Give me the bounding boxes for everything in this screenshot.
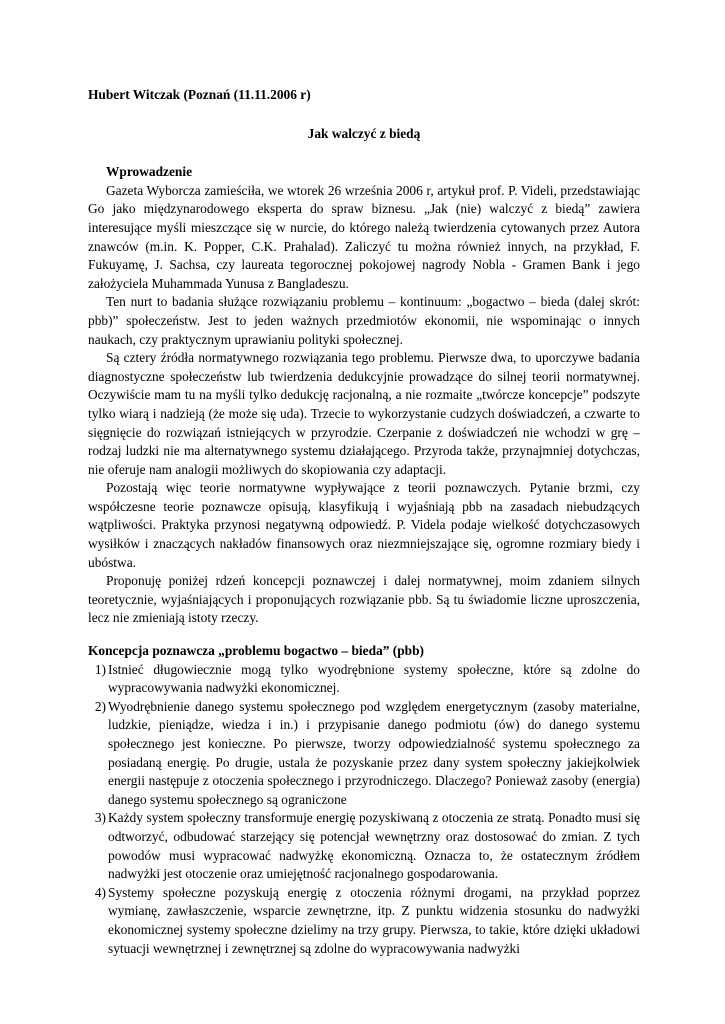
- intro-paragraph: Pozostają więc teorie normatywne wypływające z teorii poznawczych. Pytanie brzmi, czy współczesne teorie poznawcze opisują, klasyfikują i wyjaśniają pbb na zasadach niebudzących wątpliwości. Praktyka przynosi negatywną odpowiedź. P. Videla podaje wielkość dotychczasowych wysiłków i znaczących nakładów finansowych oraz niezmniejszające się, ogromne rozmiary biedy i ubóstwa.: [88, 480, 640, 570]
- list-item-text: Wyodrębnienie danego systemu społecznego pod względem energetycznym (zasoby materialne, ludzkie, pieniądze, wiedza i in.) i przypisanie danego podmiotu (ów) do danego systemu społecznego jest konieczne. Po pierwsze, tworzy odpowiedzialność systemu społecznego za posiadaną energię. Po drugie, ustala że pozyskanie przez dany system społeczny jakiejkolwiek energii następuje z otoczenia społecznego i przyrodniczego. Dlaczego? Ponieważ zasoby (energia) danego systemu społecznego są ograniczone: [108, 698, 640, 807]
- list-item: [88, 809, 640, 883]
- list-item: [88, 661, 640, 698]
- intro-heading: Wprowadzenie: [106, 164, 193, 180]
- concept-heading: Koncepcja poznawcza „problemu bogactwo – bieda” (pbb): [88, 643, 425, 659]
- concept-list: [88, 661, 640, 959]
- list-item-number: 1): [94, 661, 106, 677]
- intro-paragraph: Proponuję poniżej rdzeń koncepcji poznawczej i dalej normatywnej, moim zdaniem silnych teoretycznie, wyjaśniających i proponujących rozwiązanie pbb. Są tu świadomie liczne uproszczenia, lecz nie zmieniają istoty rzeczy.: [88, 573, 640, 626]
- list-item: [88, 884, 640, 958]
- list-item-number: 3): [94, 810, 106, 826]
- author-line: Hubert Witczak (Poznań (11.11.2006 r): [88, 87, 311, 102]
- list-item: [88, 698, 640, 810]
- list-item-number: 4): [94, 884, 106, 900]
- list-item-text: Istnieć długowiecznie mogą tylko wyodrębnione systemy społeczne, które są zdolne do wypracowywania nadwyżki ekonomicznej.: [108, 661, 640, 696]
- document-title: Jak walczyć z biedą: [307, 125, 421, 141]
- intro-paragraph: Gazeta Wyborcza zamieściła, we wtorek 26 września 2006 r, artykuł prof. P. Videli, przedstawiając Go jako międzynarodowego eksperta do spraw biznesu. „Jak (nie) walczyć z biedą” zawiera interesujące myśli mieszczące się w nurcie, do którego należą twierdzenia cytowanych przez Autora znawców (m.in. K. Popper, C.K. Prahalad). Zaliczyć tu można również innych, na przykład, F. Fukuyamę, J. Sachsa, czy laureata tegorocznej pokojowej nagrody Nobla - Gramen Bank i jego założyciela Muhammada Yunusa z Bangladeszu.: [88, 182, 640, 291]
- list-item-number: 2): [94, 698, 106, 714]
- list-item-text: Systemy społeczne pozyskują energię z otoczenia różnymi drogami, na przykład poprzez wymianę, zawłaszczenie, wsparcie zewnętrzne, itp. Z punktu widzenia stosunku do nadwyżki ekonomicznej systemy społeczne dzielimy na trzy grupy. Pierwsza, to takie, które dzięki układowi sytuacji wewnętrznej i zewnętrznej są zdolne do wypracowywania nadwyżki: [108, 884, 640, 956]
- list-item-text: Każdy system społeczny transformuje energię pozyskiwaną z otoczenia ze stratą. Ponadto musi się odtworzyć, odbudować starzejący się potencjał wewnętrzny oraz dostosować do zmian. Z tych powodów musi wypracować nadwyżkę ekonomiczną. Oznacza to, że ostatecznym źródłem nadwyżki jest otoczenie oraz umiejętność racjonalnego gospodarowania.: [108, 810, 640, 882]
- document-page: [88, 86, 640, 958]
- intro-paragraph: Ten nurt to badania służące rozwiązaniu problemu – kontinuum: „bogactwo – bieda (dalej skrót: pbb)” społeczeństw. Jest to jeden ważnych przedmiotów ekonomii, nie wspominając o innych naukach, czy praktycznym uprawianiu polityki społecznej.: [88, 294, 640, 347]
- intro-paragraph: Są cztery źródła normatywnego rozwiązania tego problemu. Pierwsze dwa, to uporczywe badania diagnostyczne społeczeństw lub twierdzenia dedukcyjnie prowadzące do silnej teorii normatywnej. Oczywiście mam tu na myśli tylko dedukcję racjonalną, a nie rozmaite „twórcze koncepcje” podszyte tylko wiarą i nadzieją (że może się uda). Trzecie to wykorzystanie cudzych doświadczeń, a czwarte to sięgnięcie do rozwiązań istniejących w przyrodzie. Czerpanie z doświadczeń nie wchodzi w grę – rodzaj ludzki nie ma alternatywnego systemu działającego. Przyroda także, przynajmniej dotychczas, nie oferuje nam analogii możliwych do skopiowania czy adaptacji.: [88, 350, 640, 477]
